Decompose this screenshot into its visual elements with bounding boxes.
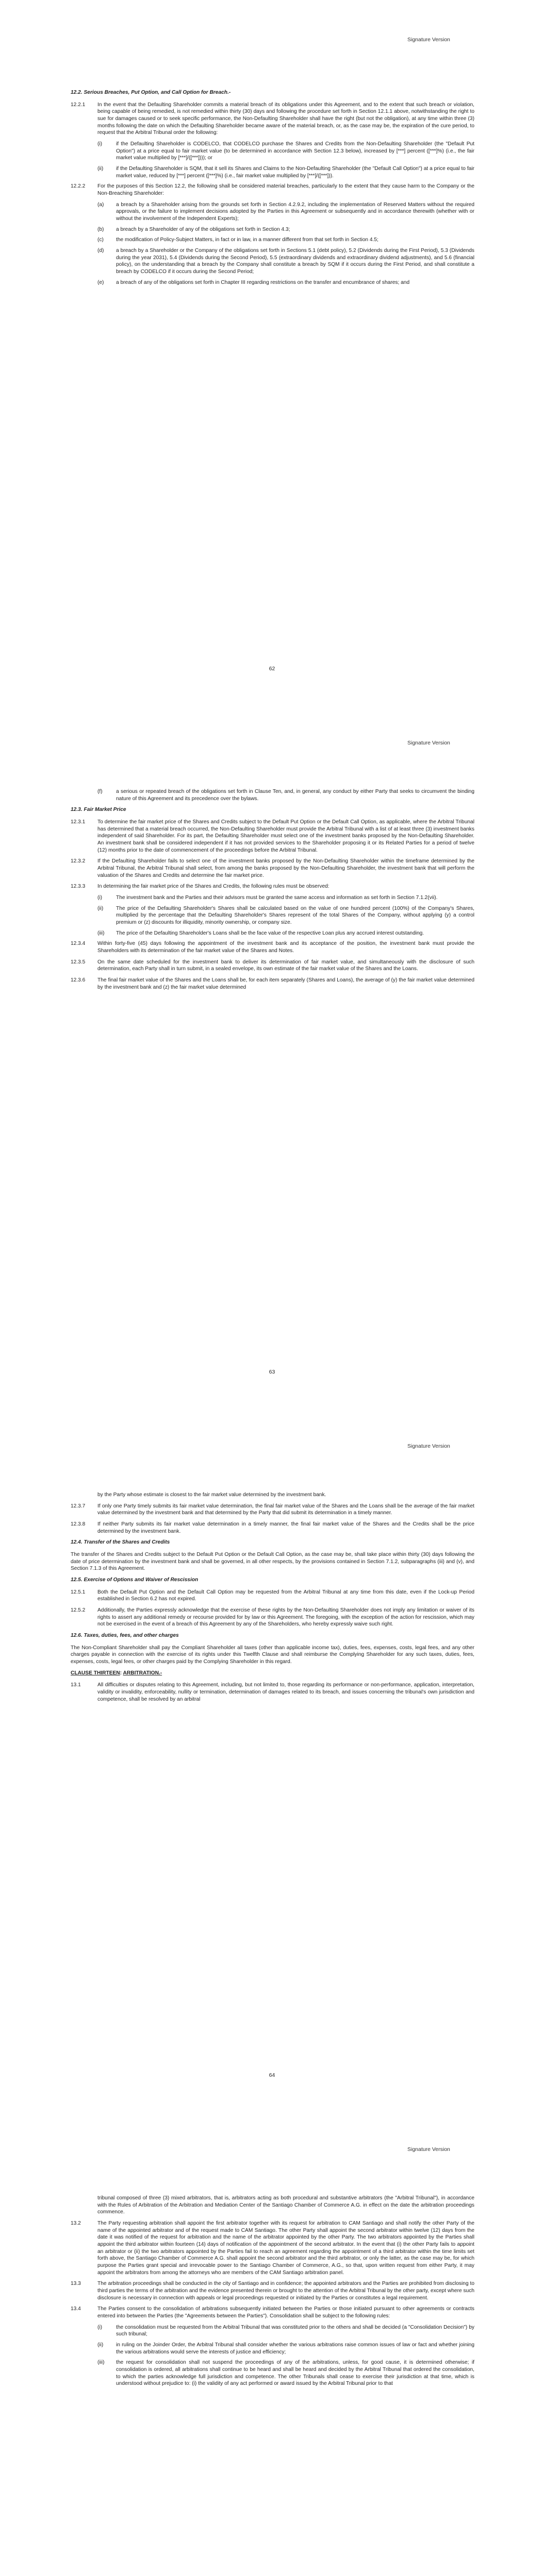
sub-item-text: The investment bank and the Parties and their advisors must be granted the same access and information as set forth in Section 7.1.2(vii). (116, 895, 438, 901)
numbered-paragraph (71, 2220, 474, 2276)
sub-item-label: (f) (97, 789, 103, 794)
numbered-paragraph (71, 2280, 474, 2301)
paragraph-text: All difficulties or disputes relating to this Agreement, including, but not limited to, those regarding its performance or non-performance, application, interpretation, validity or invalidity, enforceability, nullity or termination, determination of damages related to its breach, and issues concerning the tribunal's own jurisdiction and competence, shall be resolved by an arbitral (97, 1682, 474, 1702)
paragraph-text: Within forty-five (45) days following the appointment of the investment bank and its acceptance of the position, the investment bank must provide the Shareholders with its determination of the fair market value of the Shares and Notes. (97, 941, 474, 954)
paragraph-number: 12.5.2 (71, 1607, 86, 1614)
paragraph-text: Additionally, the Parties expressly acknowledge that the exercise of these rights by the Non-Defaulting Shareholder does not imply any limitation or waiver of its rights to assert any additional remedy or recourse provided for by law or this Agreement. The foregoing, with the exception of the action for rescission, which may not be exercised in the event of a breach of this Agreement by any of the Shareholders, who hereby expressly waive such right. (97, 1607, 474, 1628)
clause-separator: : (120, 1670, 123, 1676)
sub-item (97, 279, 474, 286)
sub-item (97, 247, 474, 276)
clause-subject: ARBITRATION.- (123, 1670, 162, 1676)
numbered-paragraph (71, 977, 474, 991)
page-number: 63 (269, 1368, 275, 1375)
paragraph-number: 13.2 (71, 2221, 81, 2227)
paragraph-text: If the Defaulting Shareholder fails to select one of the investment banks proposed by the Non-Defaulting Shareholder within the timeframe determined by the Arbitral Tribunal, the Arbitral Tribunal shall select, from among the banks proposed by the Non-Defaulting Shareholder, the investment bank that will perform the valuation of the Shares and Credits and determine the fair market price. (97, 858, 474, 878)
document-page (0, 0, 544, 703)
page-content (71, 1492, 474, 1707)
section-heading: 12.3. Fair Market Price (71, 807, 126, 813)
continued-paragraph: by the Party whose estimate is closest to the fair market value determined by the investment bank. (97, 1492, 326, 1498)
numbered-paragraph (71, 183, 474, 197)
numbered-paragraph (71, 940, 474, 954)
paragraph-number: 12.3.2 (71, 858, 86, 865)
sub-item-label: (c) (97, 237, 104, 243)
paragraph-number: 13.1 (71, 1682, 81, 1688)
sub-item (97, 201, 474, 223)
clause-title: CLAUSE THIRTEEN (71, 1670, 120, 1676)
signature-version-header: Signature Version (407, 1443, 450, 1449)
sub-item-label: (ii) (97, 2342, 104, 2348)
sub-item-text: a breach by a Shareholder of any of the obligations set forth in Section 4.3; (116, 226, 290, 232)
paragraph-number: 12.3.6 (71, 977, 86, 984)
clause-heading (71, 1670, 474, 1677)
paragraph-number: 12.5.1 (71, 1589, 86, 1595)
sub-item-text: if the Defaulting Shareholder is CODELCO, that CODELCO purchase the Shares and Credits from the Non-Defaulting Shareholder (the "Default Put Option") at a price equal to fair market value (to be determined in accordance with Section 12.3 below), increased by [***] percent ([***]%) (i.e., the fair market value multiplied by [***]/([***]))); or (116, 141, 474, 161)
numbered-paragraph (71, 2306, 474, 2319)
numbered-paragraph (71, 883, 474, 890)
document-page (0, 1406, 544, 2110)
page-number: 64 (269, 2072, 275, 2078)
paragraph-text: To determine the fair market price of the Shares and Credits subject to the Default Put Option or the Default Call Option, as applicable, where the Arbitral Tribunal has determined that a material breach occurred, the Non-Defaulting Shareholder must provide the Arbitral Tribunal with a list of at least three (3) investment banks independent of said Shareholder. For its part, the Defaulting Shareholder must select one of the investment banks proposed by the Non-Defaulting Shareholder. An investment bank shall be considered independent if it has not provided services to the Shareholder proposing it or its Related Parties for a period of twelve (12) months prior to the date of commencement of the proceedings before the Arbitral Tribunal. (97, 819, 474, 853)
sub-item-text: in ruling on the Joinder Order, the Arbitral Tribunal shall consider whether the various arbitrations raise common issues of law or fact and whether joining the various arbitrations would serve the interests of justice and efficiency; (116, 2342, 474, 2355)
signature-version-header: Signature Version (407, 37, 450, 43)
sub-item-text: the consolidation must be requested from the Arbitral Tribunal that was constituted prior to the others and shall be decided (a "Consolidation Decision") by such tribunal; (116, 2324, 474, 2337)
paragraph-number: 12.2.2 (71, 183, 86, 190)
paragraph-text: The final fair market value of the Shares and the Loans shall be, for each item separately (Shares and Loans), the average of (y) the fair market value determined by the investment bank and (z) the fair market value determined (97, 977, 474, 990)
document-page (0, 703, 544, 1406)
page-content (71, 2195, 474, 2391)
sub-item-text: a breach by a Shareholder or the Company of the obligations set forth in Sections 5.1 (debt policy), 5.2 (Dividends during the First Period), 5.3 (Dividends during the year 2031), 5.4 (Dividends during the Second Period), 5.5 (extraordinary dividends and extraordinary dividend adjustments), and 5.6 (financial policy), on the understanding that a breach by the Company shall constitute a breach by SQM if it occurs during the First Period, and shall constitute a breach by CODELCO if it occurs during the Second Period; (116, 248, 474, 275)
paragraph-number: 13.3 (71, 2281, 81, 2287)
paragraph-text: On the same date scheduled for the investment bank to deliver its determination of fair market value, and simultaneously with the disclosure of such determination, each Party shall in turn submit, in a sealed envelope, its own estimate of the fair market value of the Shares and the Loans. (97, 959, 474, 972)
sub-item (97, 2359, 474, 2387)
sub-item-text: a breach of any of the obligations set forth in Chapter III regarding restrictions on the transfer and encumbrance of shares; and (116, 279, 410, 285)
sub-item (97, 236, 474, 244)
body-paragraph: The Non-Compliant Shareholder shall pay the Compliant Shareholder all taxes (other than applicable income tax), duties, fees, expenses, costs, legal fees, and any other charges payable in connection with the exercise of its rights under this Twelfth Clause and shall reimburse the Complying Shareholder for any such taxes, duties, fees, expenses, costs, legal fees, or other charges paid by the Complying Shareholder in this regard. (71, 1645, 474, 1665)
paragraph-number: 13.4 (71, 2306, 81, 2312)
sub-item (97, 894, 474, 902)
sub-item (97, 930, 474, 937)
numbered-paragraph (71, 1682, 474, 1703)
paragraph-text: In the event that the Defaulting Shareholder commits a material breach of its obligations under this Agreement, and to the extent that such breach or violation, being capable of being remedied, is not remedied within thirty (30) days and following the procedure set forth in Section 12.1.1 above, notwithstanding the right to sue for damages caused or to seek specific performance, the Non-Defaulting Shareholder shall have the right (but not the obligation), at any time within three (3) months following the date on which the Defaulting Shareholder became aware of the material breach, or, as the case may be, the expiration of the cure period, to request that the Arbitral Tribunal order the following: (97, 101, 474, 136)
sub-item (97, 788, 474, 802)
paragraph-text: The Party requesting arbitration shall appoint the first arbitrator together with its request for arbitration to CAM Santiago and shall notify the other Party of the name of the appointed arbitrator and of the request made to CAM Santiago. The other Party shall appoint the second arbitrator within twelve (12) days from the date it was notified of the request for arbitration and the name of the arbitrator appointed by the other Party. The two arbitrators appointed by the Parties shall appoint the third arbitrator within fourteen (14) days of notification of the appointment of the second arbitrator. In the event that (i) the other Party fails to appoint an arbitrator or (ii) the two arbitrators appointed by the Parties fail to reach an agreement regarding the appointment of a third arbitrator within the time limits set forth above, the Santiago Chamber of Commerce A.G. shall appoint the second arbitrator and the third arbitrator, or only the latter, as the case may be, for which purpose the Parties grant special and irrevocable power to the Santiago Chamber of Commerce, A.G., so that, upon written request from either Party, it may appoint the arbitrators from among the attorneys who are members of the CAM Santiago arbitration panel. (97, 2221, 474, 2276)
sub-item-label: (ii) (97, 166, 104, 172)
paragraph-text: If neither Party submits its fair market value determination in a timely manner, the final fair market value of the Shares and the Credits shall be the price determined by the investment bank. (97, 1521, 474, 1534)
page-content (71, 788, 474, 995)
sub-item-label: (iii) (97, 930, 105, 936)
paragraph-number: 12.3.4 (71, 941, 86, 947)
section-heading: 12.5. Exercise of Options and Waiver of Rescission (71, 1577, 199, 1583)
sub-item-text: if the Defaulting Shareholder is SQM, that it sell its Shares and Claims to the Non-Defaulting Shareholder (the "Default Call Option") at a price equal to fair market value, reduced by [***] percent ([***]%) (i.e., fair market value multiplied by [***]/([***])). (116, 166, 474, 179)
continued-paragraph: tribunal composed of three (3) mixed arbitrators, that is, arbitrators acting as both procedural and substantive arbitrators (the "Arbitral Tribunal"), in accordance with the Rules of Arbitration of the Arbitration and Mediation Center of the Santiago Chamber of Commerce A.G. in effect on the date the arbitration proceedings commence. (97, 2195, 474, 2215)
numbered-paragraph (71, 819, 474, 854)
sub-item (97, 226, 474, 233)
body-paragraph: The transfer of the Shares and Credits subject to the Default Put Option or the Default Call Option, as the case may be, shall take place within thirty (30) days following the date of price determination by the investment bank and shall be governed, in all other respects, by the provisions contained in Section 7.1.2, subparagraphs (iii) and (v), and Section 7.1.3 of this Agreement. (71, 1552, 474, 1572)
paragraph-text: The arbitration proceedings shall be conducted in the city of Santiago and in confidence; the appointed arbitrators and the Parties are prohibited from disclosing to third parties the terms of the arbitration and the evidence presented therein or brought to the attention of the Arbitral Tribunal by the other party, except where such disclosure is necessary in connection with appeals or legal proceedings requested or initiated by the Parties or constitutes a legal requirement. (97, 2281, 474, 2301)
sub-item-label: (b) (97, 226, 104, 232)
sub-item (97, 2324, 474, 2338)
sub-item (97, 905, 474, 926)
sub-item-text: a breach by a Shareholder arising from the grounds set forth in Section 4.2.9.2, including the implementation of Reserved Matters without the required approvals, or the failure to implement decisions adopted by the Parties in this Agreement or subsequently and in accordance therewith (whether with or without the involvement of the Independent Experts); (116, 201, 474, 222)
numbered-paragraph (71, 101, 474, 137)
paragraph-text: If only one Party timely submits its fair market value determination, the final fair market value of the Shares and the Loans shall be the average of the fair market value determined by the investment bank and that determined by the Party that did submit its determination in a timely manner. (97, 1503, 474, 1516)
paragraph-text: Both the Default Put Option and the Default Call Option may be requested from the Arbitral Tribunal at any time from this date, even if the Lock-up Period established in Section 6.2 has not expired. (97, 1589, 474, 1602)
signature-version-header: Signature Version (407, 740, 450, 746)
paragraph-text: In determining the fair market price of the Shares and Credits, the following rules must be observed: (97, 884, 329, 890)
paragraph-number: 12.3.1 (71, 819, 86, 825)
numbered-paragraph (71, 959, 474, 973)
paragraph-text: The Parties consent to the consolidation of arbitrations subsequently initiated between the Parties or those initiated pursuant to other agreements or contracts entered into between the Parties (the "Agreements between the Parties"). Consolidation shall be subject to the following rules: (97, 2306, 474, 2319)
numbered-paragraph (71, 858, 474, 879)
sub-item-label: (i) (97, 895, 103, 901)
paragraph-number: 12.3.7 (71, 1503, 86, 1509)
sub-item-label: (ii) (97, 905, 104, 911)
sub-item-text: The price of the Defaulting Shareholder's Loans shall be the face value of the respective Loan plus any accrued interest outstanding. (116, 930, 424, 936)
sub-item-label: (i) (97, 2324, 103, 2330)
sub-item-label: (i) (97, 141, 103, 147)
sub-item (97, 165, 474, 179)
sub-item-label: (e) (97, 279, 104, 285)
numbered-paragraph (71, 1503, 474, 1517)
numbered-paragraph (71, 1589, 474, 1603)
sub-item-text: The price of the Defaulting Shareholder's Shares shall be calculated based on the value of one hundred percent (100%) of the Company's Shares, multiplied by the percentage that the Defaulting Shareholder's Shares represent of the total Shares of the Company, without applying (y) a control premium or (z) discounts for illiquidity, minority ownership, or company size. (116, 905, 474, 926)
section-heading: 12.6. Taxes, duties, fees, and other charges (71, 1633, 179, 1639)
section-heading: 12.4. Transfer of the Shares and Credits (71, 1539, 170, 1546)
sub-item (97, 141, 474, 162)
paragraph-number: 12.2.1 (71, 101, 86, 108)
section-heading: 12.2. Serious Breaches, Put Option, and Call Option for Breach.- (71, 90, 231, 95)
signature-version-header: Signature Version (407, 2146, 450, 2153)
sub-item-label: (d) (97, 248, 104, 254)
paragraph-text: For the purposes of this Section 12.2, the following shall be considered material breaches, particularly to the extent that they cause harm to the Company or the Non-Breaching Shareholder: (97, 183, 474, 197)
sub-item (97, 2342, 474, 2355)
sub-item-label: (iii) (97, 2360, 105, 2366)
page-content (71, 85, 474, 290)
paragraph-number: 12.3.8 (71, 1521, 86, 1528)
sub-item-text: the modification of Policy-Subject Matters, in fact or in law, in a manner different from that set forth in Section 4.5; (116, 237, 378, 243)
numbered-paragraph (71, 1521, 474, 1535)
sub-item-text: the request for consolidation shall not suspend the proceedings of any of the arbitrations, unless, for good cause, it is determined otherwise; if consolidation is ordered, all arbitrations shall continue to be heard and shall be heard and decided by the Arbitral Tribunal that ordered the consolidation, to which the parties acknowledge full jurisdiction and competence. The other Tribunals shall cease to exercise their jurisdiction at that time, which is understood without prejudice to: (i) the validity of any act performed or award issued by the Arbitral Tribunal prior to that (116, 2360, 474, 2387)
sub-item-label: (a) (97, 201, 104, 208)
numbered-paragraph (71, 1607, 474, 1628)
paragraph-number: 12.3.5 (71, 959, 86, 965)
sub-item-text: a serious or repeated breach of the obligations set forth in Clause Ten, and, in general, any conduct by either Party that seeks to circumvent the binding nature of this Agreement and its precedence over the bylaws. (116, 789, 474, 802)
page-number: 62 (269, 665, 275, 672)
document-page (0, 2110, 544, 2576)
paragraph-number: 12.3.3 (71, 884, 86, 890)
